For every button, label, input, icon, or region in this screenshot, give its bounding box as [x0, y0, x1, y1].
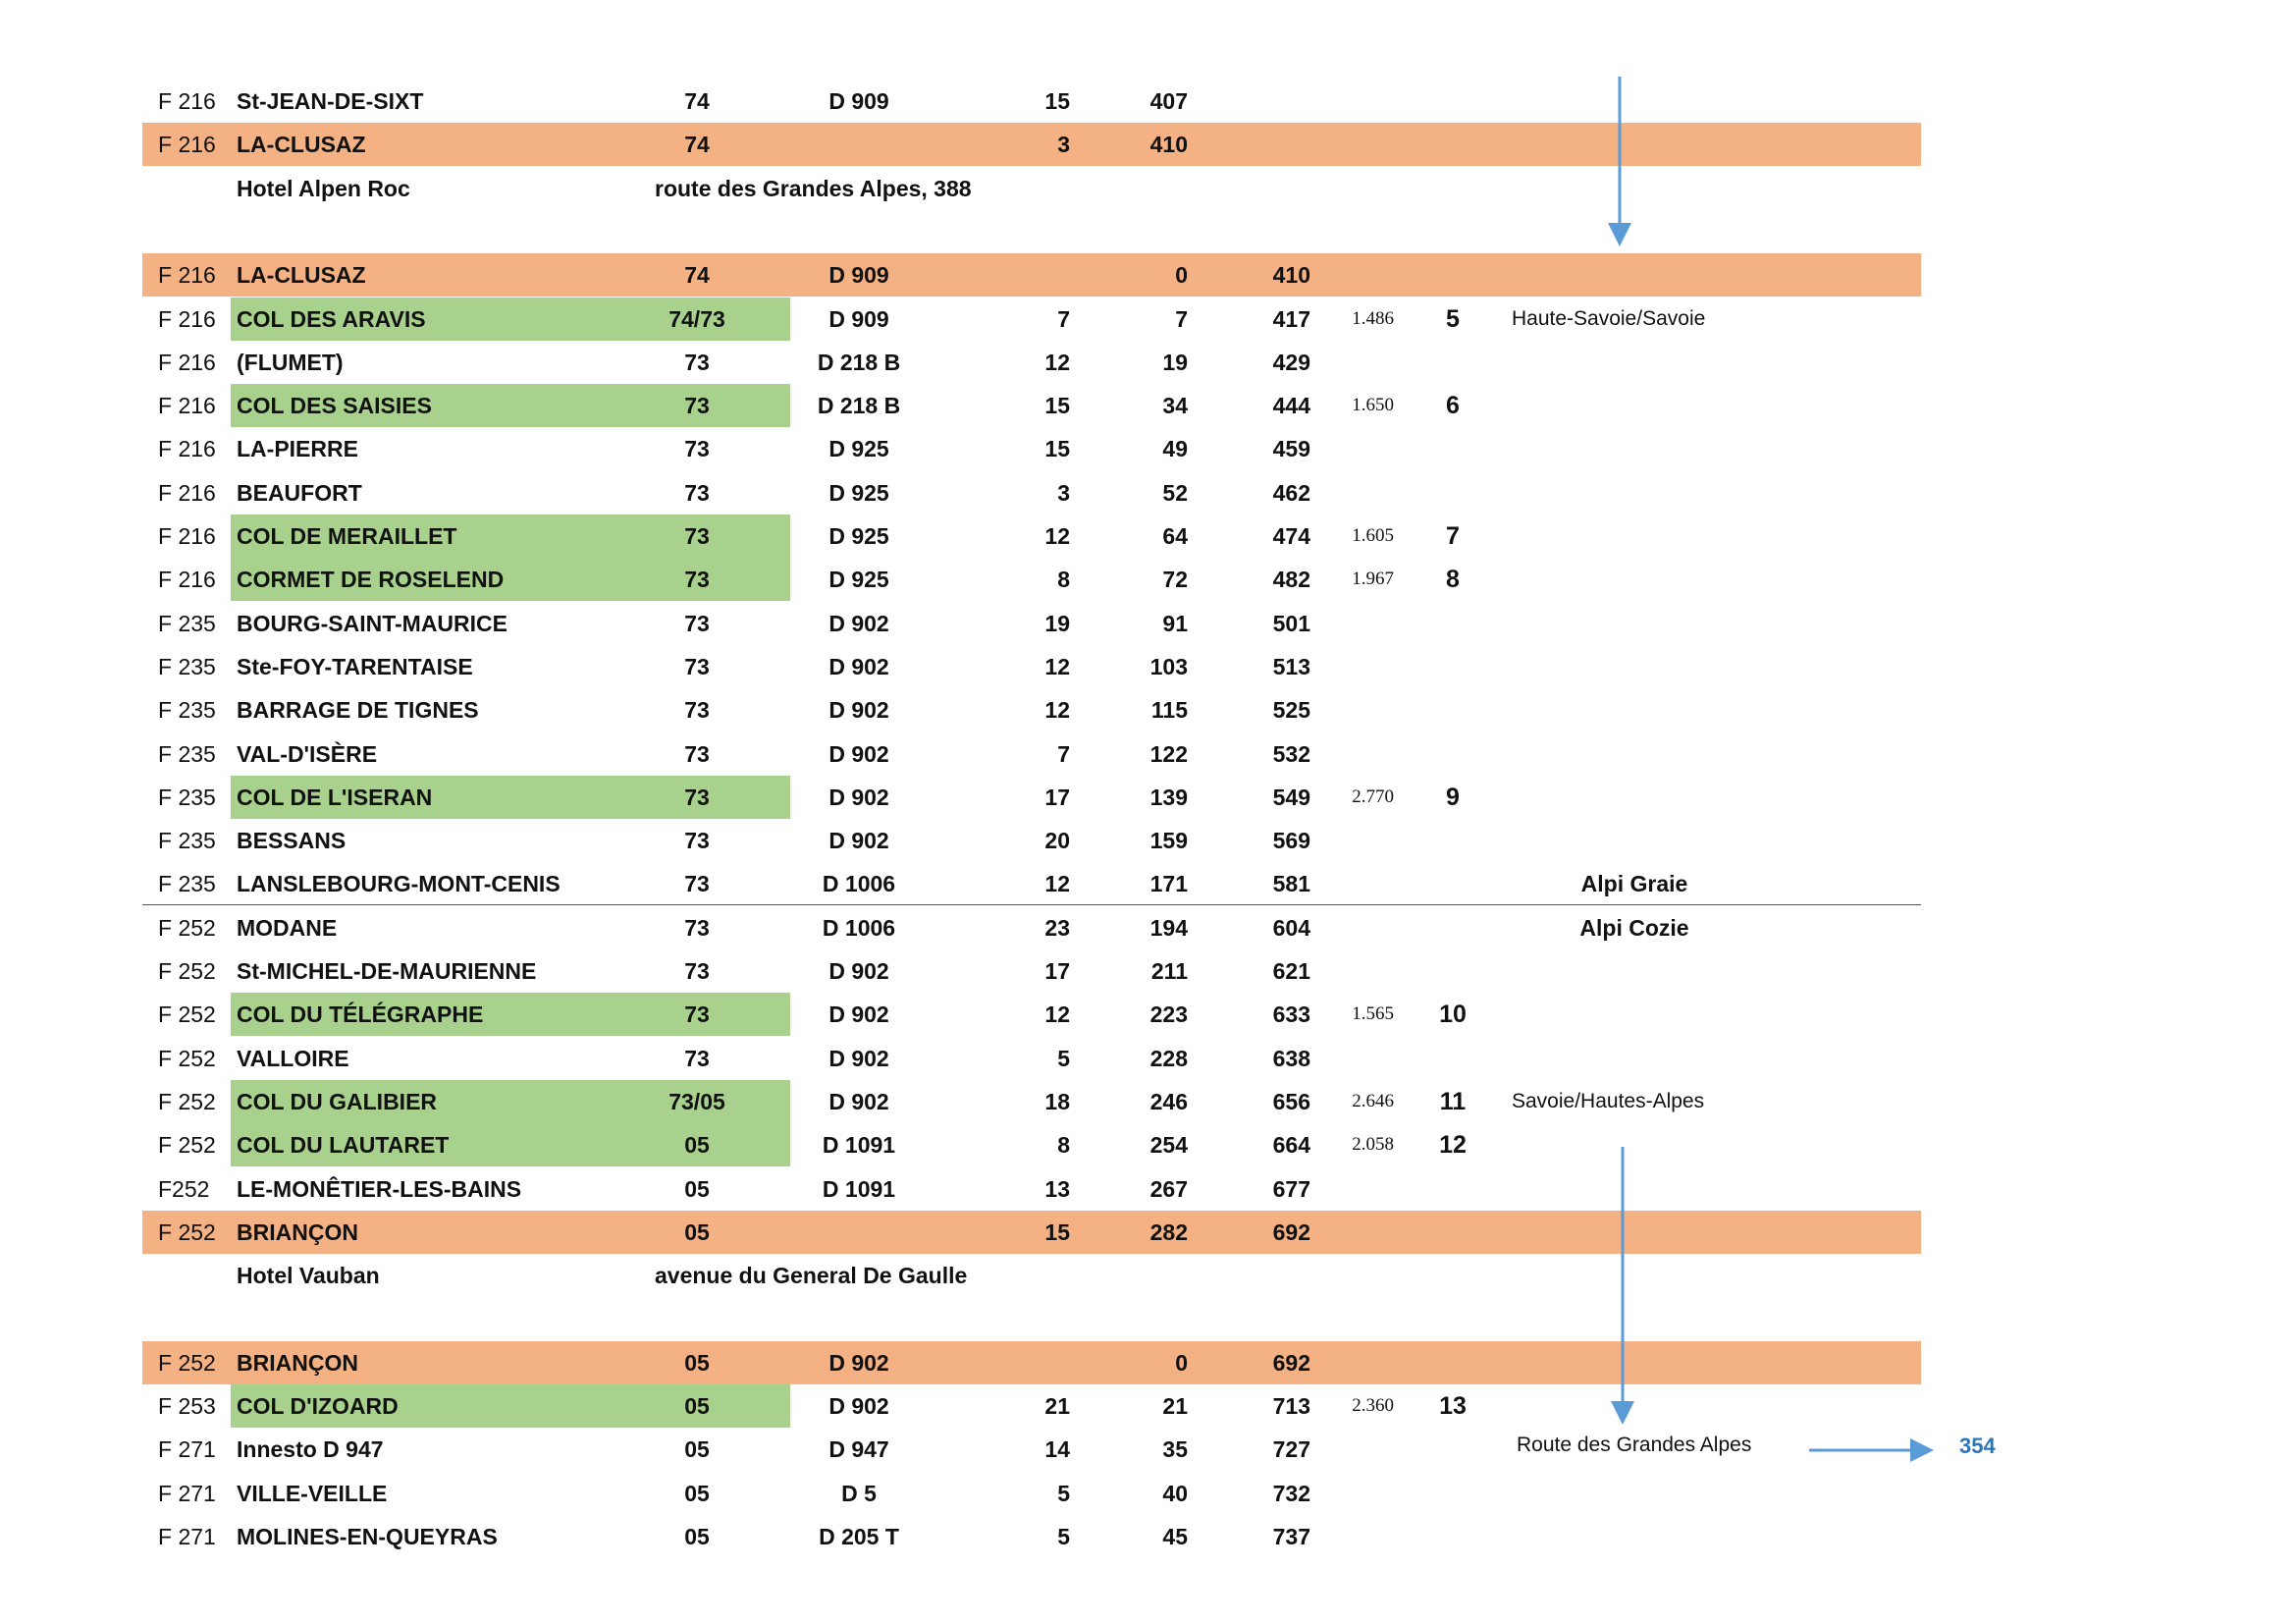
pass-altitude: 2.770: [1352, 786, 1394, 807]
place-name: COL D'IZOARD: [231, 1384, 790, 1428]
place-name: VILLE-VEILLE: [237, 1481, 388, 1506]
map-ref: F 216: [158, 523, 216, 549]
pass-number: 12: [1439, 1131, 1467, 1159]
department: 74: [684, 262, 710, 288]
department: 73: [684, 393, 710, 418]
total-km: 737: [1272, 1524, 1310, 1549]
total-km: 692: [1272, 1219, 1310, 1245]
total-km: 621: [1272, 958, 1310, 984]
segment-km: 12: [1044, 697, 1070, 723]
segment-km: 12: [1044, 350, 1070, 375]
total-km: 549: [1272, 785, 1310, 810]
stage-km: 0: [1175, 262, 1188, 288]
segment-km: 12: [1044, 1001, 1070, 1027]
segment-km: 18: [1044, 1089, 1070, 1114]
stage-km: 52: [1162, 480, 1188, 506]
place-name: LA-CLUSAZ: [237, 132, 366, 157]
stage-km: 40: [1162, 1481, 1188, 1506]
department: 73: [684, 1001, 710, 1027]
department: 05: [684, 1219, 710, 1245]
stage-km: 35: [1162, 1436, 1188, 1462]
stage-km: 254: [1149, 1132, 1188, 1158]
map-ref: F 216: [158, 350, 216, 375]
segment-km: 20: [1044, 828, 1070, 853]
place-name: Ste-FOY-TARENTAISE: [237, 654, 473, 679]
map-ref: F 235: [158, 828, 216, 853]
road-number: D 902: [828, 697, 889, 723]
stage-km: 282: [1149, 1219, 1188, 1245]
map-ref: F 235: [158, 697, 216, 723]
stage-km: 267: [1149, 1176, 1188, 1202]
stage-km: 139: [1149, 785, 1188, 810]
map-ref: F 216: [158, 88, 216, 114]
segment-km: 8: [1057, 1132, 1070, 1158]
total-km: 569: [1272, 828, 1310, 853]
map-ref: F252: [158, 1176, 210, 1202]
pass-number: 8: [1446, 566, 1460, 593]
department: 05: [684, 1524, 710, 1549]
total-km: 444: [1272, 393, 1310, 418]
segment-km: 17: [1044, 958, 1070, 984]
map-ref: F 271: [158, 1481, 216, 1506]
road-number: D 925: [828, 436, 889, 461]
segment-km: 17: [1044, 785, 1070, 810]
road-number: D 902: [828, 1001, 889, 1027]
road-number: D 205 T: [819, 1524, 899, 1549]
map-ref: F 216: [158, 393, 216, 418]
segment-km: 3: [1057, 480, 1070, 506]
segment-km: 15: [1044, 88, 1070, 114]
total-km: 501: [1272, 611, 1310, 636]
stage-km: 122: [1149, 741, 1188, 767]
map-ref: F 252: [158, 1132, 216, 1158]
map-ref: F 235: [158, 654, 216, 679]
department: 73: [684, 697, 710, 723]
department: 73: [684, 436, 710, 461]
route-note-value: 354: [1959, 1434, 1996, 1458]
total-km: 525: [1272, 697, 1310, 723]
segment-km: 21: [1044, 1393, 1070, 1419]
hotel-name: Hotel Vauban: [237, 1263, 380, 1288]
road-number: D 909: [828, 262, 889, 288]
stage-km: 19: [1162, 350, 1188, 375]
segment-km: 19: [1044, 611, 1070, 636]
segment-km: 14: [1044, 1436, 1070, 1462]
map-ref: F 252: [158, 958, 216, 984]
total-km: 482: [1272, 567, 1310, 592]
department: 73/05: [668, 1089, 725, 1114]
department: 73: [684, 785, 710, 810]
total-km: 429: [1272, 350, 1310, 375]
pass-altitude: 1.486: [1352, 308, 1394, 329]
map-ref: F 252: [158, 1089, 216, 1114]
stage-km: 407: [1149, 88, 1188, 114]
place-name: St-MICHEL-DE-MAURIENNE: [237, 958, 537, 984]
stage-km: 64: [1162, 523, 1188, 549]
place-name: LE-MONÊTIER-LES-BAINS: [237, 1176, 522, 1202]
segment-km: 5: [1057, 1481, 1070, 1506]
segment-km: 8: [1057, 567, 1070, 592]
stage-km: 21: [1162, 1393, 1188, 1419]
route-note-label: Route des Grandes Alpes: [1517, 1434, 1752, 1456]
road-number: D 902: [828, 785, 889, 810]
road-number: D 902: [828, 611, 889, 636]
total-km: 410: [1272, 262, 1310, 288]
department: 74: [684, 88, 710, 114]
stage-km: 115: [1150, 697, 1188, 723]
stage-km: 223: [1149, 1001, 1188, 1027]
map-ref: F 252: [158, 1001, 216, 1027]
department: 73: [684, 523, 710, 549]
map-ref: F 252: [158, 915, 216, 941]
road-number: D 909: [828, 306, 889, 332]
stage-km: 410: [1149, 132, 1188, 157]
total-km: 638: [1272, 1046, 1310, 1071]
segment-km: 12: [1044, 523, 1070, 549]
total-km: 474: [1272, 523, 1310, 549]
segment-km: 12: [1044, 654, 1070, 679]
road-number: D 902: [828, 1089, 889, 1114]
place-name: BRIANÇON: [237, 1350, 358, 1376]
place-name: VAL-D'ISÈRE: [237, 741, 378, 767]
stage-km: 211: [1150, 958, 1188, 984]
pass-altitude: 2.360: [1352, 1395, 1394, 1416]
hotel-address: avenue du General De Gaulle: [655, 1263, 968, 1288]
place-name: COL DES SAISIES: [231, 384, 790, 427]
stage-km: 103: [1149, 654, 1188, 679]
total-km: 692: [1272, 1350, 1310, 1376]
map-ref: F 235: [158, 611, 216, 636]
row-note: Haute-Savoie/Savoie: [1512, 307, 1706, 330]
section-divider: [142, 904, 1921, 905]
map-ref: F 216: [158, 436, 216, 461]
road-number: D 902: [828, 654, 889, 679]
place-name: COL DU LAUTARET: [231, 1123, 790, 1166]
total-km: 462: [1272, 480, 1310, 506]
stage-km: 159: [1149, 828, 1188, 853]
map-ref: F 252: [158, 1350, 216, 1376]
segment-km: 3: [1057, 132, 1070, 157]
place-name: BARRAGE DE TIGNES: [237, 697, 479, 723]
map-ref: F 235: [158, 871, 216, 896]
pass-number: 6: [1446, 392, 1460, 419]
road-number: D 902: [828, 828, 889, 853]
segment-km: 15: [1044, 1219, 1070, 1245]
place-name: BRIANÇON: [237, 1219, 358, 1245]
pass-altitude: 1.605: [1352, 525, 1394, 546]
road-number: D 1091: [822, 1132, 896, 1158]
map-ref: F 252: [158, 1046, 216, 1071]
pass-altitude: 1.565: [1352, 1003, 1394, 1024]
road-number: D 902: [828, 1046, 889, 1071]
total-km: 513: [1272, 654, 1310, 679]
place-name: Innesto D 947: [237, 1436, 384, 1462]
place-name: MODANE: [237, 915, 338, 941]
total-km: 581: [1272, 871, 1310, 896]
department: 73: [684, 958, 710, 984]
total-km: 713: [1272, 1393, 1310, 1419]
road-number: D 902: [828, 958, 889, 984]
total-km: 417: [1272, 306, 1310, 332]
department: 73: [684, 871, 710, 896]
department: 73: [684, 480, 710, 506]
department: 73: [684, 1046, 710, 1071]
road-number: D 925: [828, 480, 889, 506]
department: 05: [684, 1350, 710, 1376]
department: 05: [684, 1132, 710, 1158]
hotel-address: route des Grandes Alpes, 388: [655, 176, 972, 201]
stage-km: 72: [1162, 567, 1188, 592]
segment-km: 23: [1044, 915, 1070, 941]
segment-km: 5: [1057, 1046, 1070, 1071]
pass-altitude: 1.967: [1352, 568, 1394, 589]
stage-km: 45: [1162, 1524, 1188, 1549]
place-name: CORMET DE ROSELEND: [231, 558, 790, 601]
stage-km: 194: [1149, 915, 1188, 941]
map-ref: F 216: [158, 132, 216, 157]
segment-km: 13: [1044, 1176, 1070, 1202]
department: 05: [684, 1176, 710, 1202]
place-name: LA-PIERRE: [237, 436, 358, 461]
map-ref: F 216: [158, 480, 216, 506]
hotel-name: Hotel Alpen Roc: [237, 176, 410, 201]
department: 74/73: [668, 306, 725, 332]
road-number: D 902: [828, 1350, 889, 1376]
stage-km: 34: [1162, 393, 1188, 418]
total-km: 459: [1272, 436, 1310, 461]
place-name: St-JEAN-DE-SIXT: [237, 88, 424, 114]
department: 05: [684, 1481, 710, 1506]
road-number: D 902: [828, 1393, 889, 1419]
road-number: D 909: [828, 88, 889, 114]
map-ref: F 235: [158, 741, 216, 767]
row-note: Alpi Cozie: [1579, 915, 1689, 941]
segment-km: 15: [1044, 393, 1070, 418]
pass-number: 9: [1446, 784, 1460, 811]
map-ref: F 216: [158, 262, 216, 288]
row-note: Alpi Graie: [1580, 871, 1688, 896]
total-km: 532: [1272, 741, 1310, 767]
department: 73: [684, 741, 710, 767]
department: 05: [684, 1393, 710, 1419]
stage-km: 0: [1175, 1350, 1188, 1376]
road-number: D 218 B: [817, 350, 901, 375]
stage-km: 246: [1149, 1089, 1188, 1114]
stage-km: 7: [1175, 306, 1188, 332]
place-name: COL DE L'ISERAN: [231, 776, 790, 819]
pass-altitude: 2.058: [1352, 1134, 1394, 1155]
map-ref: F 253: [158, 1393, 216, 1419]
pass-altitude: 1.650: [1352, 395, 1394, 415]
total-km: 677: [1272, 1176, 1310, 1202]
total-km: 732: [1272, 1481, 1310, 1506]
segment-km: 7: [1057, 306, 1070, 332]
segment-km: 12: [1044, 871, 1070, 896]
road-number: D 1006: [822, 915, 896, 941]
department: 73: [684, 350, 710, 375]
pass-number: 7: [1446, 522, 1460, 550]
place-name: BOURG-SAINT-MAURICE: [237, 611, 507, 636]
map-ref: F 235: [158, 785, 216, 810]
pass-number: 10: [1439, 1001, 1467, 1028]
department: 73: [684, 567, 710, 592]
total-km: 656: [1272, 1089, 1310, 1114]
place-name: COL DES ARAVIS: [231, 298, 790, 341]
segment-km: 5: [1057, 1524, 1070, 1549]
department: 05: [684, 1436, 710, 1462]
department: 73: [684, 654, 710, 679]
road-number: D 1091: [822, 1176, 896, 1202]
stage-km: 49: [1162, 436, 1188, 461]
pass-number: 13: [1439, 1392, 1467, 1420]
road-number: D 1006: [822, 871, 896, 896]
map-ref: F 271: [158, 1436, 216, 1462]
total-km: 727: [1272, 1436, 1310, 1462]
pass-altitude: 2.646: [1352, 1091, 1394, 1111]
map-ref: F 252: [158, 1219, 216, 1245]
place-name: COL DU GALIBIER: [231, 1080, 790, 1123]
road-number: D 925: [828, 523, 889, 549]
stage-km: 171: [1149, 871, 1188, 896]
pass-number: 5: [1446, 305, 1460, 333]
row-note: Savoie/Hautes-Alpes: [1512, 1090, 1705, 1112]
total-km: 604: [1272, 915, 1310, 941]
place-name: VALLOIRE: [237, 1046, 349, 1071]
segment-km: 15: [1044, 436, 1070, 461]
place-name: LA-CLUSAZ: [237, 262, 366, 288]
place-name: MOLINES-EN-QUEYRAS: [237, 1524, 498, 1549]
place-name: LANSLEBOURG-MONT-CENIS: [237, 871, 561, 896]
total-km: 664: [1272, 1132, 1310, 1158]
department: 74: [684, 132, 710, 157]
segment-km: 7: [1057, 741, 1070, 767]
pass-number: 11: [1439, 1088, 1467, 1115]
department: 73: [684, 611, 710, 636]
road-number: D 925: [828, 567, 889, 592]
map-ref: F 271: [158, 1524, 216, 1549]
road-number: D 5: [841, 1481, 877, 1506]
map-ref: F 216: [158, 306, 216, 332]
total-km: 633: [1272, 1001, 1310, 1027]
road-number: D 218 B: [817, 393, 901, 418]
road-number: D 947: [828, 1436, 889, 1462]
place-name: BESSANS: [237, 828, 347, 853]
department: 73: [684, 828, 710, 853]
road-number: D 902: [828, 741, 889, 767]
place-name: BEAUFORT: [237, 480, 362, 506]
department: 73: [684, 915, 710, 941]
place-name: COL DE MERAILLET: [231, 514, 790, 558]
place-name: (FLUMET): [237, 350, 344, 375]
stage-km: 228: [1149, 1046, 1188, 1071]
stage-km: 91: [1162, 611, 1188, 636]
place-name: COL DU TÉLÉGRAPHE: [231, 993, 790, 1036]
map-ref: F 216: [158, 567, 216, 592]
